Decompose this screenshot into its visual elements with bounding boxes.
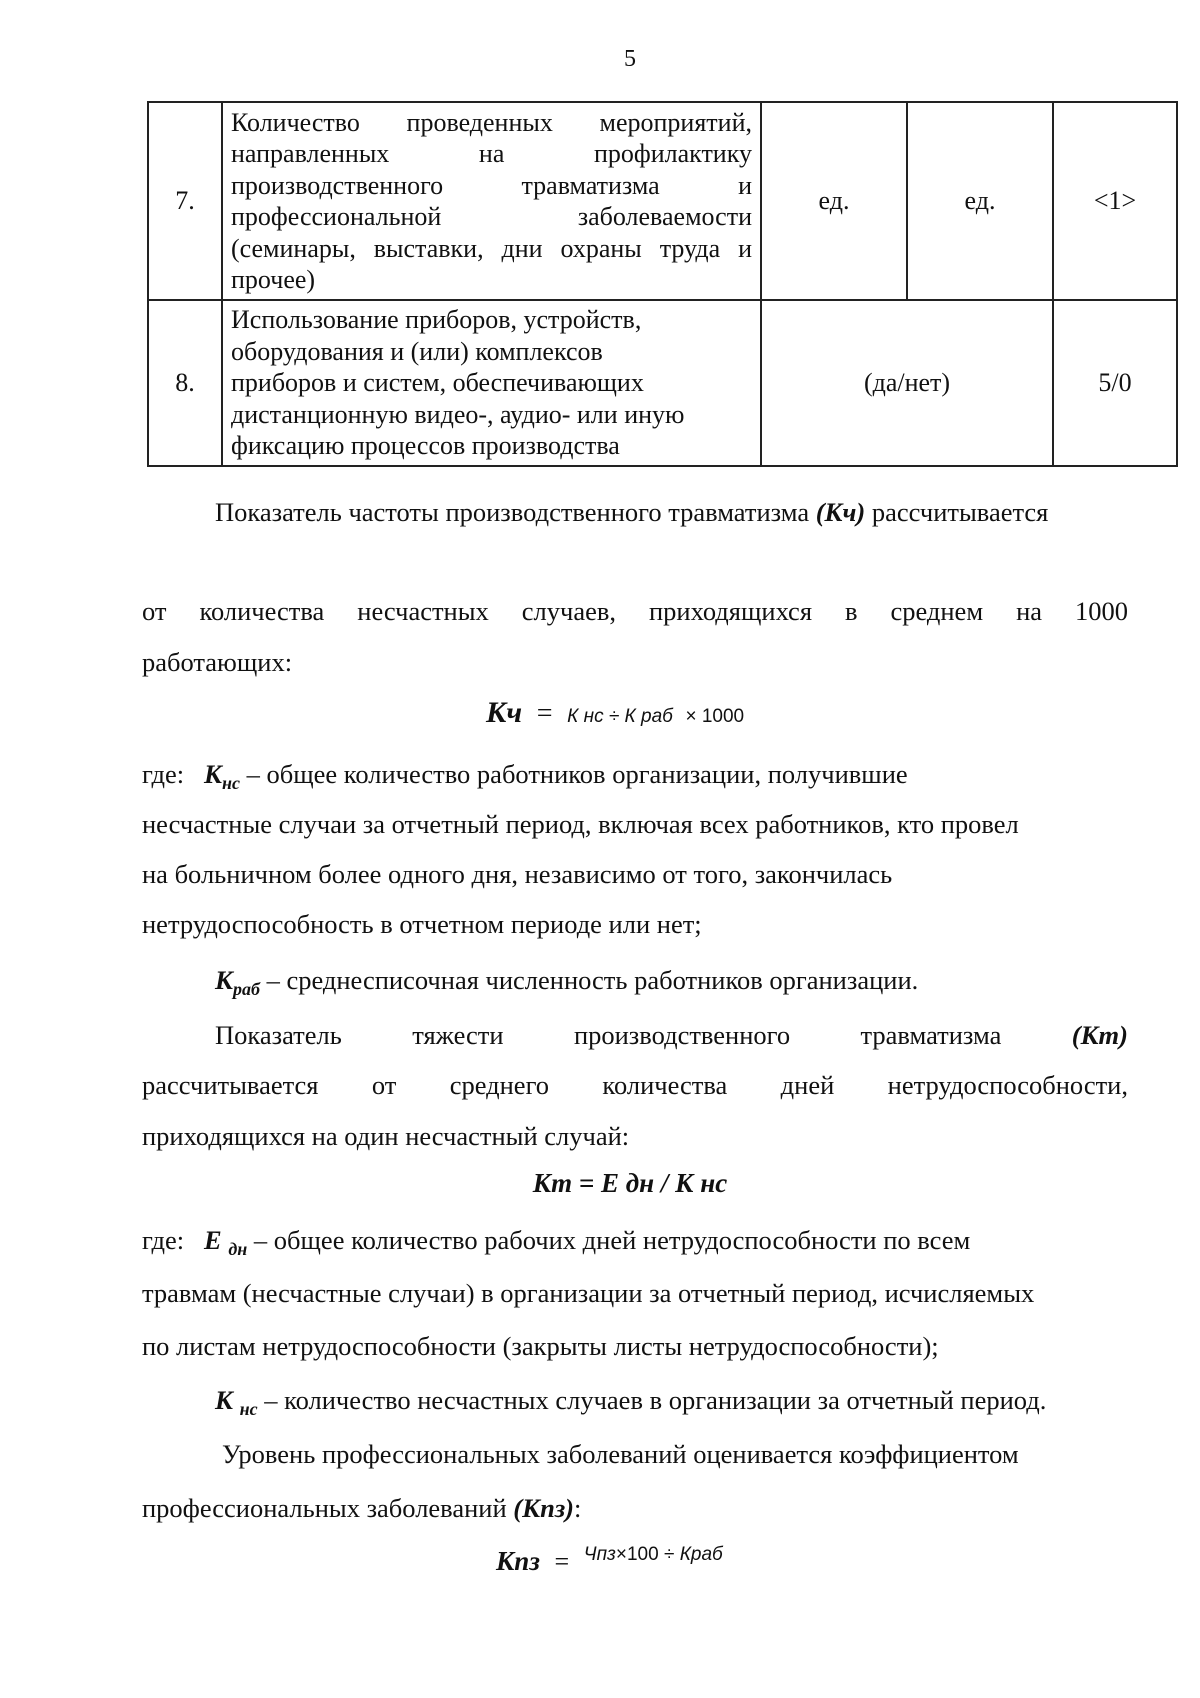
desc-line: Использование приборов, устройств, (231, 305, 642, 335)
krab-subscript: раб (232, 979, 260, 999)
word: от (142, 596, 167, 626)
desc-line: прочее) (231, 265, 316, 294)
knc-subscript: нс (222, 773, 241, 793)
word: среднем (890, 596, 984, 626)
row-number: 8. (148, 300, 222, 466)
formula-rhs-multiplier: × 1000 (685, 706, 745, 727)
desc-line: приборов и систем, обеспечивающих (231, 368, 644, 398)
unit-cell: ед. (907, 102, 1053, 300)
word: несчастных (357, 596, 489, 626)
row-description (222, 300, 761, 466)
word: травматизма (860, 1020, 1002, 1050)
word: рассчитывается (142, 1070, 319, 1100)
kt-line-3: приходящихся на один несчастный случай: (142, 1121, 630, 1151)
word: количества (602, 1070, 728, 1100)
word: в (844, 596, 858, 626)
kpz-symbol: (Кпз) (513, 1493, 574, 1523)
unit-cell-merged: (да/нет) (761, 300, 1053, 466)
kpz-formula (496, 1546, 723, 1577)
formula-eq: = (536, 698, 553, 729)
text: рассчитывается (865, 497, 1049, 527)
score-cell: <1> (1053, 102, 1177, 300)
edn-definition: – общее количество рабочих дней нетрудоспособности по всем (247, 1225, 971, 1255)
page-number: 5 (624, 46, 636, 72)
kt-formula-text: Кт = Е дн / К нс (532, 1168, 728, 1198)
formula-rhs (584, 1544, 723, 1565)
text: : (573, 1493, 582, 1523)
kt-where-line-3: по листам нетрудоспособности (закрыты листы нетрудоспособности); (142, 1331, 939, 1361)
word: тяжести (412, 1020, 504, 1050)
desc-line: Количество проведенных мероприятий, (231, 107, 752, 137)
formula-rhs-a: Чпз (583, 1544, 616, 1565)
formula-lhs: Кч (486, 696, 523, 729)
where-label: где: (142, 1225, 185, 1255)
word: случаев, (521, 596, 616, 626)
krab-definition (215, 964, 918, 1005)
kt-line-1 (215, 1020, 1128, 1051)
word: производственного (573, 1020, 791, 1050)
row-number: 7. (148, 102, 222, 300)
where-label: где: (142, 759, 185, 789)
kch-line-3: работающих: (142, 647, 293, 677)
kpz-line-1: Уровень профессиональных заболеваний оценивается коэффициентом (222, 1439, 1019, 1469)
desc-line: (семинары, выставки, дни охраны труда и (231, 233, 752, 263)
kch-symbol: (Кч) (815, 497, 866, 527)
unit-cell: ед. (761, 102, 907, 300)
knc-symbol: К (215, 1385, 233, 1415)
score-cell: 5/0 (1053, 300, 1177, 466)
formula-rhs-b: ×100 ÷ (615, 1544, 675, 1565)
text: Показатель частоты производственного травматизма (215, 497, 816, 527)
kt-line-2 (142, 1070, 1128, 1101)
indicators-table (147, 101, 1178, 467)
edn-subscript: дн (228, 1239, 248, 1259)
formula-lhs: Кпз (496, 1546, 540, 1576)
knc-definition: – общее количество работников организации, получившие (240, 759, 908, 789)
desc-line: фиксацию процессов производства (231, 431, 620, 461)
table-row (148, 102, 1177, 300)
kch-intro (215, 496, 1048, 528)
knc-text: – количество несчастных случаев в организации за отчетный период. (257, 1385, 1047, 1415)
kch-where-line-3: на больничном более одного дня, независимо от того, закончилась (142, 859, 893, 889)
word: дней (780, 1070, 835, 1100)
kt-symbol: (Кт) (1071, 1020, 1128, 1050)
row-description (222, 102, 761, 300)
desc-line: направленных на профилактику (231, 139, 752, 168)
kt-where-line-2: травмам (несчастные случаи) в организации за отчетный период, исчисляемых (142, 1278, 1035, 1308)
word: на (1016, 596, 1043, 626)
edn-symbol: Е (204, 1225, 222, 1255)
knc-subscript: нс (239, 1399, 258, 1419)
word: Показатель (215, 1020, 342, 1050)
kch-where-line-1 (142, 758, 908, 799)
kt-where-line-1 (142, 1224, 970, 1265)
desc-line: оборудования и (или) комплексов (231, 336, 603, 366)
kch-where-line-4: нетрудоспособность в отчетном периоде или нет; (142, 909, 702, 939)
kch-formula (486, 696, 744, 730)
formula-rhs-c: Краб (679, 1544, 723, 1565)
kpz-line-2 (142, 1492, 581, 1524)
word: приходящихся (648, 596, 813, 626)
word: 1000 (1074, 596, 1128, 626)
formula-rhs: К нс ÷ К раб (567, 706, 673, 727)
word: от (371, 1070, 397, 1100)
krab-symbol: К (215, 965, 233, 995)
text: профессиональных заболеваний (142, 1493, 514, 1523)
knc-symbol: К (204, 759, 223, 789)
knc-definition-2 (215, 1384, 1046, 1425)
desc-line: производственного травматизма и (231, 170, 752, 200)
kch-line-2 (142, 596, 1128, 627)
word: количества (199, 596, 325, 626)
word: среднего (449, 1070, 550, 1100)
word: нетрудоспособности, (887, 1070, 1128, 1100)
table-row (148, 300, 1177, 466)
desc-line: профессиональной заболеваемости (231, 202, 752, 231)
krab-text: – среднесписочная численность работников организации. (259, 965, 919, 995)
kt-formula (0, 1168, 1200, 1199)
formula-eq: = (554, 1547, 570, 1576)
desc-line: дистанционную видео-, аудио- или иную (231, 399, 685, 429)
kch-where-line-2: несчастные случаи за отчетный период, включая всех работников, кто провел (142, 809, 1019, 839)
